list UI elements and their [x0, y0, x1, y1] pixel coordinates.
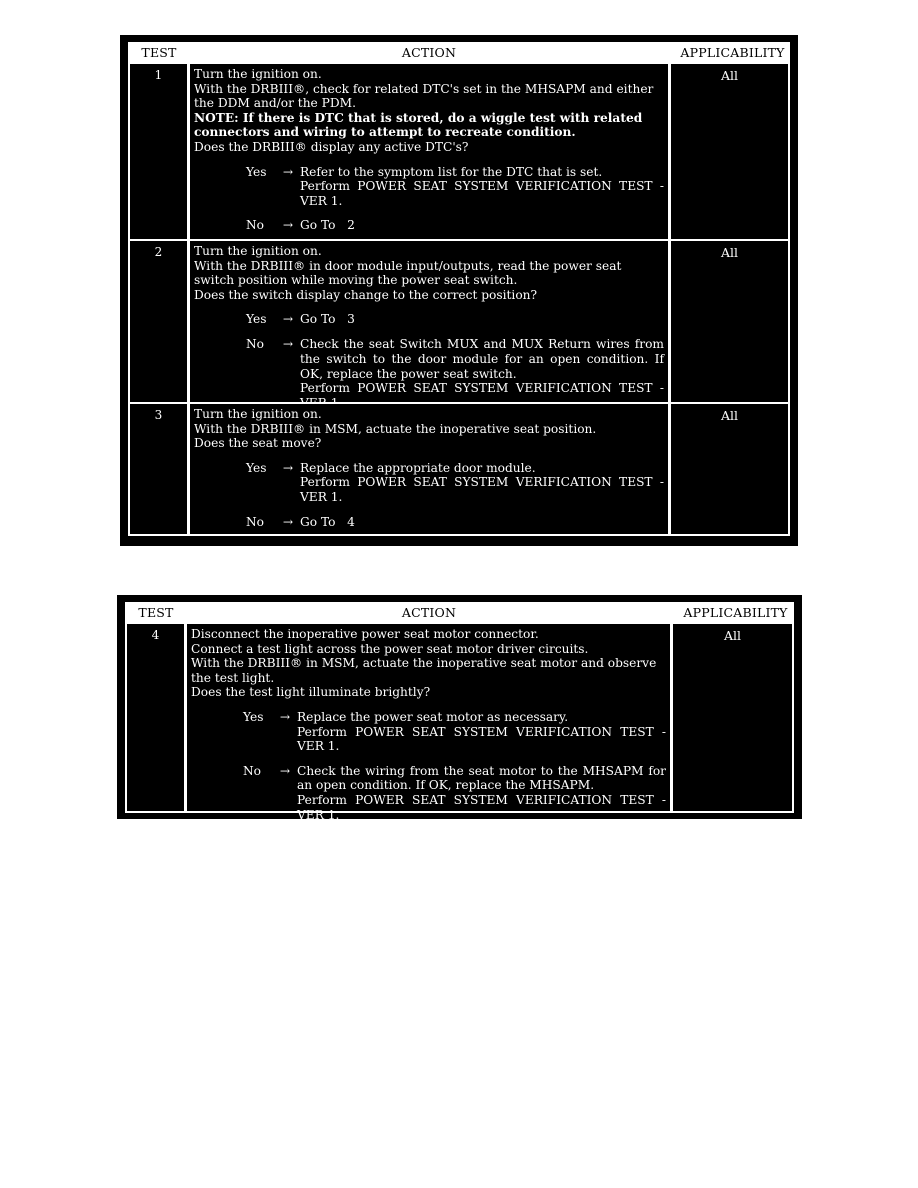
- branch-line: Go To 4: [300, 514, 355, 529]
- action-line: With the DRBIII®, check for related DTC's set in the MHSAPM and either the DDM and/or the PDM.: [194, 81, 654, 111]
- arrow-icon: →: [279, 709, 291, 724]
- branch-line: Perform POWER SEAT SYSTEM VERIFICATION TEST - VER 1.: [297, 724, 666, 754]
- header-applicability: APPLICABILITY: [683, 605, 788, 620]
- no-label: No: [246, 218, 265, 233]
- arrow-icon: →: [282, 337, 294, 352]
- arrow-icon: →: [282, 218, 294, 233]
- test-row-2: [128, 239, 790, 404]
- question-text: Does the seat move?: [194, 436, 322, 451]
- action-text: [194, 244, 664, 410]
- branch-line: Go To 2: [300, 218, 355, 233]
- no-branch: [246, 337, 664, 410]
- action-line: Turn the ignition on.: [194, 407, 322, 421]
- table-header: [128, 42, 790, 62]
- test-number: 1: [154, 68, 163, 82]
- branch-line: Perform POWER SEAT SYSTEM VERIFICATION TEST -: [300, 381, 664, 396]
- arrow-icon: →: [282, 164, 294, 179]
- table-header: [125, 602, 794, 622]
- header-test: TEST: [138, 605, 174, 620]
- action-line: Turn the ignition on.: [194, 67, 322, 81]
- diagnostic-table-1: [120, 35, 798, 546]
- header-action: ACTION: [401, 605, 457, 620]
- arrow-icon: →: [282, 312, 294, 327]
- test-row-4: [125, 622, 794, 822]
- no-branch: [243, 764, 666, 822]
- no-label: No: [246, 514, 265, 529]
- test-row-3: [128, 402, 790, 536]
- action-text: [194, 67, 664, 233]
- action-line: Connect a test light across the power seat motor driver circuits.: [191, 641, 589, 656]
- yes-label: Yes: [246, 460, 267, 475]
- action-line: Turn the ignition on.: [194, 244, 322, 258]
- arrow-icon: →: [282, 460, 294, 475]
- applicability-value: All: [720, 68, 739, 83]
- note-text: NOTE: If there is DTC that is stored, do a wiggle test with related connectors and wiring to attempt to recreate condition.: [194, 110, 643, 140]
- branch-line: Perform POWER SEAT SYSTEM VERIFICATION TEST - VER 1.: [297, 792, 666, 822]
- yes-branch: [246, 165, 664, 209]
- yes-branch: [243, 710, 666, 754]
- applicability-value: All: [720, 408, 739, 423]
- question-text: Does the DRBIII® display any active DTC's?: [194, 139, 469, 154]
- action-line: Disconnect the inoperative power seat motor connector.: [191, 627, 539, 641]
- action-line: With the DRBIII® in MSM, actuate the inoperative seat position.: [194, 421, 597, 436]
- no-branch: [246, 218, 664, 233]
- no-label: No: [246, 337, 265, 352]
- yes-label: Yes: [246, 312, 267, 327]
- header-action: ACTION: [401, 45, 457, 60]
- branch-line: Replace the power seat motor as necessary.: [297, 709, 569, 724]
- question-text: Does the switch display change to the correct position?: [194, 287, 538, 302]
- yes-label: Yes: [246, 164, 267, 179]
- header-applicability: APPLICABILITY: [680, 45, 785, 60]
- arrow-icon: →: [282, 514, 294, 529]
- action-text: [191, 627, 666, 822]
- action-line: With the DRBIII® in door module input/outputs, read the power seat switch position while moving the power seat switch.: [194, 258, 622, 288]
- question-text: Does the test light illuminate brightly?: [191, 685, 431, 700]
- branch-line: Go To 3: [300, 312, 355, 327]
- no-label: No: [243, 763, 262, 778]
- yes-branch: [246, 461, 664, 505]
- test-number: 2: [154, 245, 163, 259]
- action-text: [194, 407, 664, 530]
- yes-branch: [246, 312, 664, 327]
- header-test: TEST: [141, 45, 177, 60]
- test-row-1: [128, 62, 790, 241]
- branch-line: Check the seat Switch MUX and MUX Return wires from the switch to the door module for an open condition. If OK, replace the power seat switch.: [300, 337, 664, 381]
- branch-line: Check the wiring from the seat motor to the MHSAPM for an open condition. If OK, replace the MHSAPM.: [297, 763, 666, 793]
- yes-label: Yes: [243, 709, 264, 724]
- no-branch: [246, 515, 664, 530]
- test-number: 3: [154, 408, 163, 422]
- branch-line: Replace the appropriate door module.: [300, 460, 536, 475]
- branch-line: Refer to the symptom list for the DTC that is set.: [300, 164, 603, 179]
- branch-line: Perform POWER SEAT SYSTEM VERIFICATION TEST - VER 1.: [300, 179, 664, 208]
- applicability-value: All: [723, 628, 742, 643]
- applicability-value: All: [720, 245, 739, 260]
- diagnostic-table-2: [117, 595, 802, 822]
- branch-line: Perform POWER SEAT SYSTEM VERIFICATION TEST - VER 1.: [300, 475, 664, 504]
- action-line: With the DRBIII® in MSM, actuate the inoperative seat motor and observe the test light.: [191, 656, 657, 685]
- arrow-icon: →: [279, 763, 291, 778]
- test-number: 4: [151, 628, 160, 642]
